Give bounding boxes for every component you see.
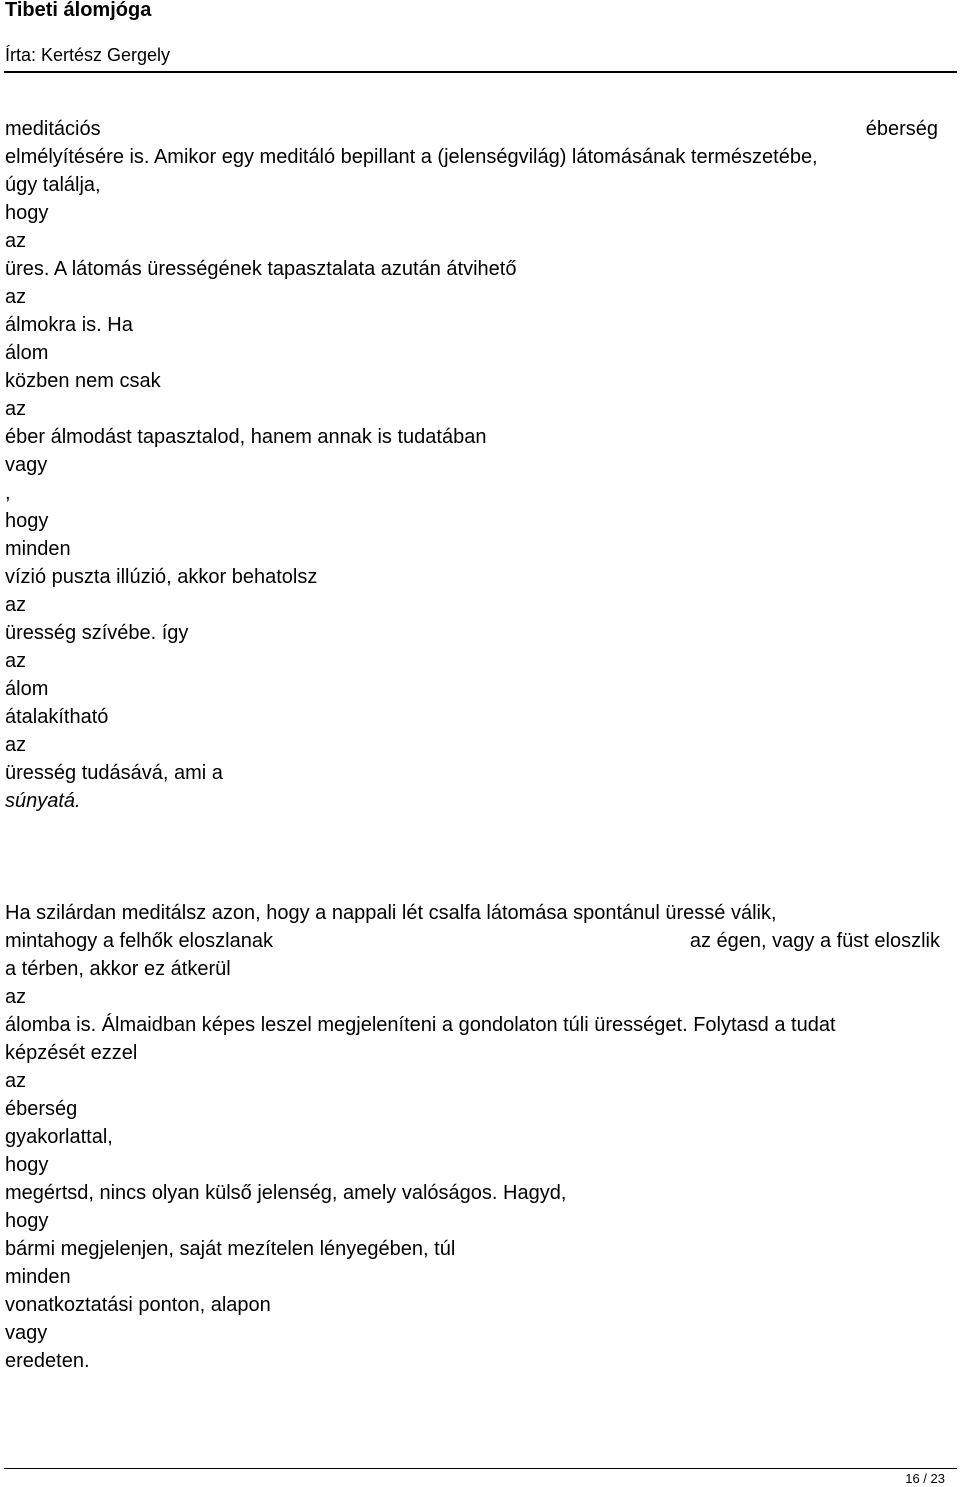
text-line: hogy — [5, 1210, 49, 1232]
text-line: üres. A látomás ürességének tapasztalata azután átvihető — [5, 258, 517, 280]
text-line: éber álmodást tapasztalod, hanem annak is tudatában — [5, 426, 487, 448]
text-line: Ha szilárdan meditálsz azon, hogy a nappali lét csalfa látomása spontánul üressé válik, — [5, 902, 777, 924]
text-line: álom — [5, 678, 49, 700]
text-line: az — [5, 986, 27, 1008]
text-line-italic: súnyatá. — [5, 790, 81, 812]
text-line: átalakítható — [5, 706, 109, 728]
text-line: minden — [5, 1266, 71, 1288]
text-line: gyakorlattal, — [5, 1126, 113, 1148]
text-line: üresség szívébe. így — [5, 622, 189, 644]
text-line: az — [5, 650, 27, 672]
text-line: bármi megjelenjen, saját mezítelen lényegében, túl — [5, 1238, 456, 1260]
document-title: Tibeti álomjóga — [5, 0, 152, 21]
text-line: közben nem csak — [5, 370, 161, 392]
text-line: az — [5, 286, 27, 308]
text-line: az — [5, 398, 27, 420]
text-line: vagy — [5, 454, 48, 476]
text-line: üresség tudásává, ami a — [5, 762, 223, 784]
text-line: meditációs — [5, 118, 101, 140]
text-line: vonatkoztatási ponton, alapon — [5, 1294, 271, 1316]
text-line: éberség — [865, 118, 938, 140]
text-line: álom — [5, 342, 49, 364]
text-line: az égen, vagy a füst eloszlik — [689, 930, 940, 952]
text-line: hogy — [5, 202, 49, 224]
text-line: mintahogy a felhők eloszlanak — [5, 930, 273, 952]
text-line: éberség — [5, 1098, 78, 1120]
text-line: az — [5, 1070, 27, 1092]
text-line: hogy — [5, 510, 49, 532]
text-line: az — [5, 594, 27, 616]
text-line: úgy találja, — [5, 174, 101, 196]
page-number: 16 / 23 — [905, 1471, 945, 1486]
text-line: elmélyítésére is. Amikor egy meditáló bepillant a (jelenségvilág) látomásának természetébe, — [5, 146, 818, 168]
text-line: minden — [5, 538, 71, 560]
footer-divider — [4, 1468, 957, 1469]
document-author: Írta: Kertész Gergely — [5, 45, 171, 65]
text-line: az — [5, 734, 27, 756]
text-line: a térben, akkor ez átkerül — [5, 958, 231, 980]
text-line: az — [5, 230, 27, 252]
text-line: , — [5, 482, 11, 504]
text-line: megértsd, nincs olyan külső jelenség, amely valóságos. Hagyd, — [5, 1182, 567, 1204]
text-line: álomba is. Álmaidban képes leszel megjeleníteni a gondolaton túli ürességet. Folytasd a tudat — [5, 1014, 836, 1036]
text-line: eredeten. — [5, 1350, 90, 1372]
text-line: vagy — [5, 1322, 48, 1344]
text-line: hogy — [5, 1154, 49, 1176]
header-divider — [4, 71, 957, 73]
text-line: képzését ezzel — [5, 1042, 138, 1064]
text-line: álmokra is. Ha — [5, 314, 133, 336]
text-line: vízió puszta illúzió, akkor behatolsz — [5, 566, 318, 588]
